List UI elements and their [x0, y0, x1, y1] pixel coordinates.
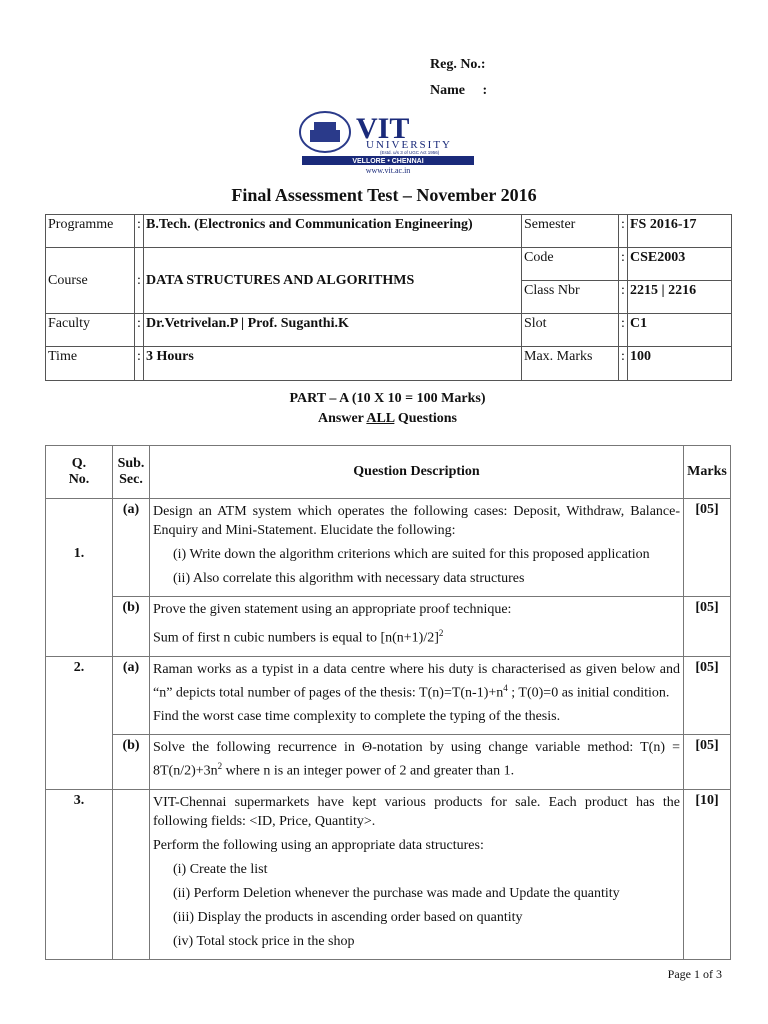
- q2b-marks: [05]: [684, 735, 731, 790]
- q2a-marks: [05]: [684, 656, 731, 735]
- q2a-text: [153, 660, 680, 703]
- q1a-marks: [05]: [684, 499, 731, 597]
- semester-value: FS 2016-17: [628, 215, 732, 248]
- q3-desc: [150, 789, 684, 959]
- instr-post: Questions: [394, 411, 457, 426]
- course-value: DATA STRUCTURES AND ALGORITHMS: [144, 248, 522, 314]
- q1a-ii: (ii) Also correlate this algorithm with necessary data structures: [173, 571, 525, 586]
- name-label: Name :: [430, 83, 488, 98]
- colon: :: [619, 248, 628, 281]
- q2b-text1: Solve the following recurrence in Θ-notation by using change variable method: T(n) = 8T(n/2)+3n: [153, 740, 680, 779]
- logo-url-text: www.vit.ac.in: [365, 166, 411, 175]
- head-sub-2: Sec.: [119, 472, 143, 487]
- classnbr-value: 2215 | 2216: [628, 281, 732, 314]
- q1b-sup: 2: [438, 628, 444, 638]
- q3-ii: (ii) Perform Deletion whenever the purchase was made and Update the quantity: [173, 885, 620, 901]
- maxmarks-label: Max. Marks: [522, 347, 619, 381]
- course-label: Course: [46, 248, 135, 314]
- logo-main-text: VIT: [356, 112, 410, 145]
- q1b-marks: [05]: [684, 597, 731, 657]
- course-info-table: [45, 214, 732, 381]
- q1a-sub: (a): [113, 499, 150, 597]
- slot-label: Slot: [522, 314, 619, 347]
- code-label: Code: [522, 248, 619, 281]
- q1a-text: Design an ATM system which operates the following cases: Deposit, Withdraw, Balance-Enquiry and Mini-Statement. Elucidate the following:: [153, 504, 680, 538]
- table-row: [46, 597, 731, 657]
- page-number: Page 1 of 3: [667, 967, 722, 981]
- q1b-text: Prove the given statement using an appropriate proof technique:: [153, 602, 512, 617]
- q2a-text3: Find the worst case time complexity to complete the typing of the thesis.: [153, 709, 561, 725]
- semester-label: Semester: [522, 215, 619, 248]
- reg-no-label: Reg. No.:: [430, 57, 486, 72]
- q2a-sup: 4: [503, 682, 508, 693]
- q1b-formula: Sum of first n cubic numbers is equal to [n(n+1)/2]: [153, 630, 439, 646]
- q3-marks: [10]: [684, 789, 731, 959]
- logo-sub-text: UNIVERSITY: [366, 139, 452, 151]
- q3-number: 3.: [46, 789, 113, 959]
- head-qno: [46, 446, 113, 499]
- programme-label: Programme: [46, 215, 135, 248]
- head-qno-1: Q.: [71, 456, 87, 471]
- logo-campus-text: VELLORE • CHENNAI: [352, 158, 424, 165]
- colon: :: [619, 215, 628, 248]
- q3-i: (i) Create the list: [173, 861, 268, 877]
- questions-table: [45, 445, 731, 960]
- colon: :: [135, 215, 144, 248]
- q2a-desc: [150, 656, 684, 735]
- part-instructions: [0, 411, 768, 427]
- time-label: Time: [46, 347, 135, 381]
- q2b-sub: (b): [113, 735, 150, 790]
- colon: :: [135, 314, 144, 347]
- time-value: 3 Hours: [144, 347, 522, 381]
- exam-title: Final Assessment Test – November 2016: [231, 185, 537, 205]
- q2b-desc: [150, 735, 684, 790]
- university-logo: [298, 110, 478, 176]
- q3-text2: Perform the following using an appropriate data structures:: [153, 837, 484, 853]
- table-row: [46, 735, 731, 790]
- part-title: PART – A (10 X 10 = 100 Marks): [289, 391, 486, 406]
- slot-value: C1: [628, 314, 732, 347]
- q1b-sub: (b): [113, 597, 150, 657]
- faculty-label: Faculty: [46, 314, 135, 347]
- q1b-text2: [153, 624, 680, 648]
- instr-pre: Answer: [318, 411, 367, 426]
- head-marks: Marks: [684, 446, 731, 499]
- code-value: CSE2003: [628, 248, 732, 281]
- table-row: [46, 656, 731, 735]
- table-row: [46, 499, 731, 597]
- classnbr-label: Class Nbr: [522, 281, 619, 314]
- maxmarks-value: 100: [628, 347, 732, 381]
- table-row: [46, 789, 731, 959]
- q2b-text: [153, 738, 680, 781]
- q2a-sub: (a): [113, 656, 150, 735]
- colon: :: [135, 248, 144, 314]
- logo-est-text: (Estd. u/s 3 of UGC Act 1956): [380, 150, 440, 155]
- head-qno-2: No.: [68, 472, 90, 487]
- head-sub: [113, 446, 150, 499]
- head-sub-1: Sub.: [117, 456, 145, 471]
- faculty-value: Dr.Vetrivelan.P | Prof. Suganthi.K: [144, 314, 522, 347]
- programme-value: B.Tech. (Electronics and Communication Engineering): [144, 215, 522, 248]
- q2a-text2: ; T(0)=0 as initial condition.: [507, 685, 670, 701]
- q1-number-text: 1.: [73, 545, 85, 561]
- colon: :: [619, 314, 628, 347]
- head-desc: Question Description: [150, 446, 684, 499]
- q2b-sup: 2: [217, 761, 223, 772]
- q3-sub: [113, 789, 150, 959]
- colon: :: [619, 281, 628, 314]
- q3-text1: VIT-Chennai supermarkets have kept various products for sale. Each product has the following fields: <ID, Price, Quantity>.: [153, 794, 680, 829]
- q3-iv: (iv) Total stock price in the shop: [173, 933, 355, 949]
- instr-all: ALL: [366, 411, 395, 426]
- q2-number: 2.: [46, 656, 113, 789]
- q1a-i: (i) Write down the algorithm criterions which are suited for this proposed application: [173, 547, 650, 562]
- q2a-text1: Raman works as a typist in a data centre where his duty is characterised as given below and “n” depicts total number of pages of the thesis: T(n)=T(n-1)+n: [153, 661, 680, 701]
- q1b-desc: [150, 597, 684, 657]
- colon: :: [619, 347, 628, 381]
- q1a-desc: [150, 499, 684, 597]
- q1-number: [46, 499, 113, 657]
- q2b-text2: where n is an integer power of 2 and greater than 1.: [222, 763, 515, 779]
- q3-iii: (iii) Display the products in ascending order based on quantity: [173, 909, 523, 925]
- colon: :: [135, 347, 144, 381]
